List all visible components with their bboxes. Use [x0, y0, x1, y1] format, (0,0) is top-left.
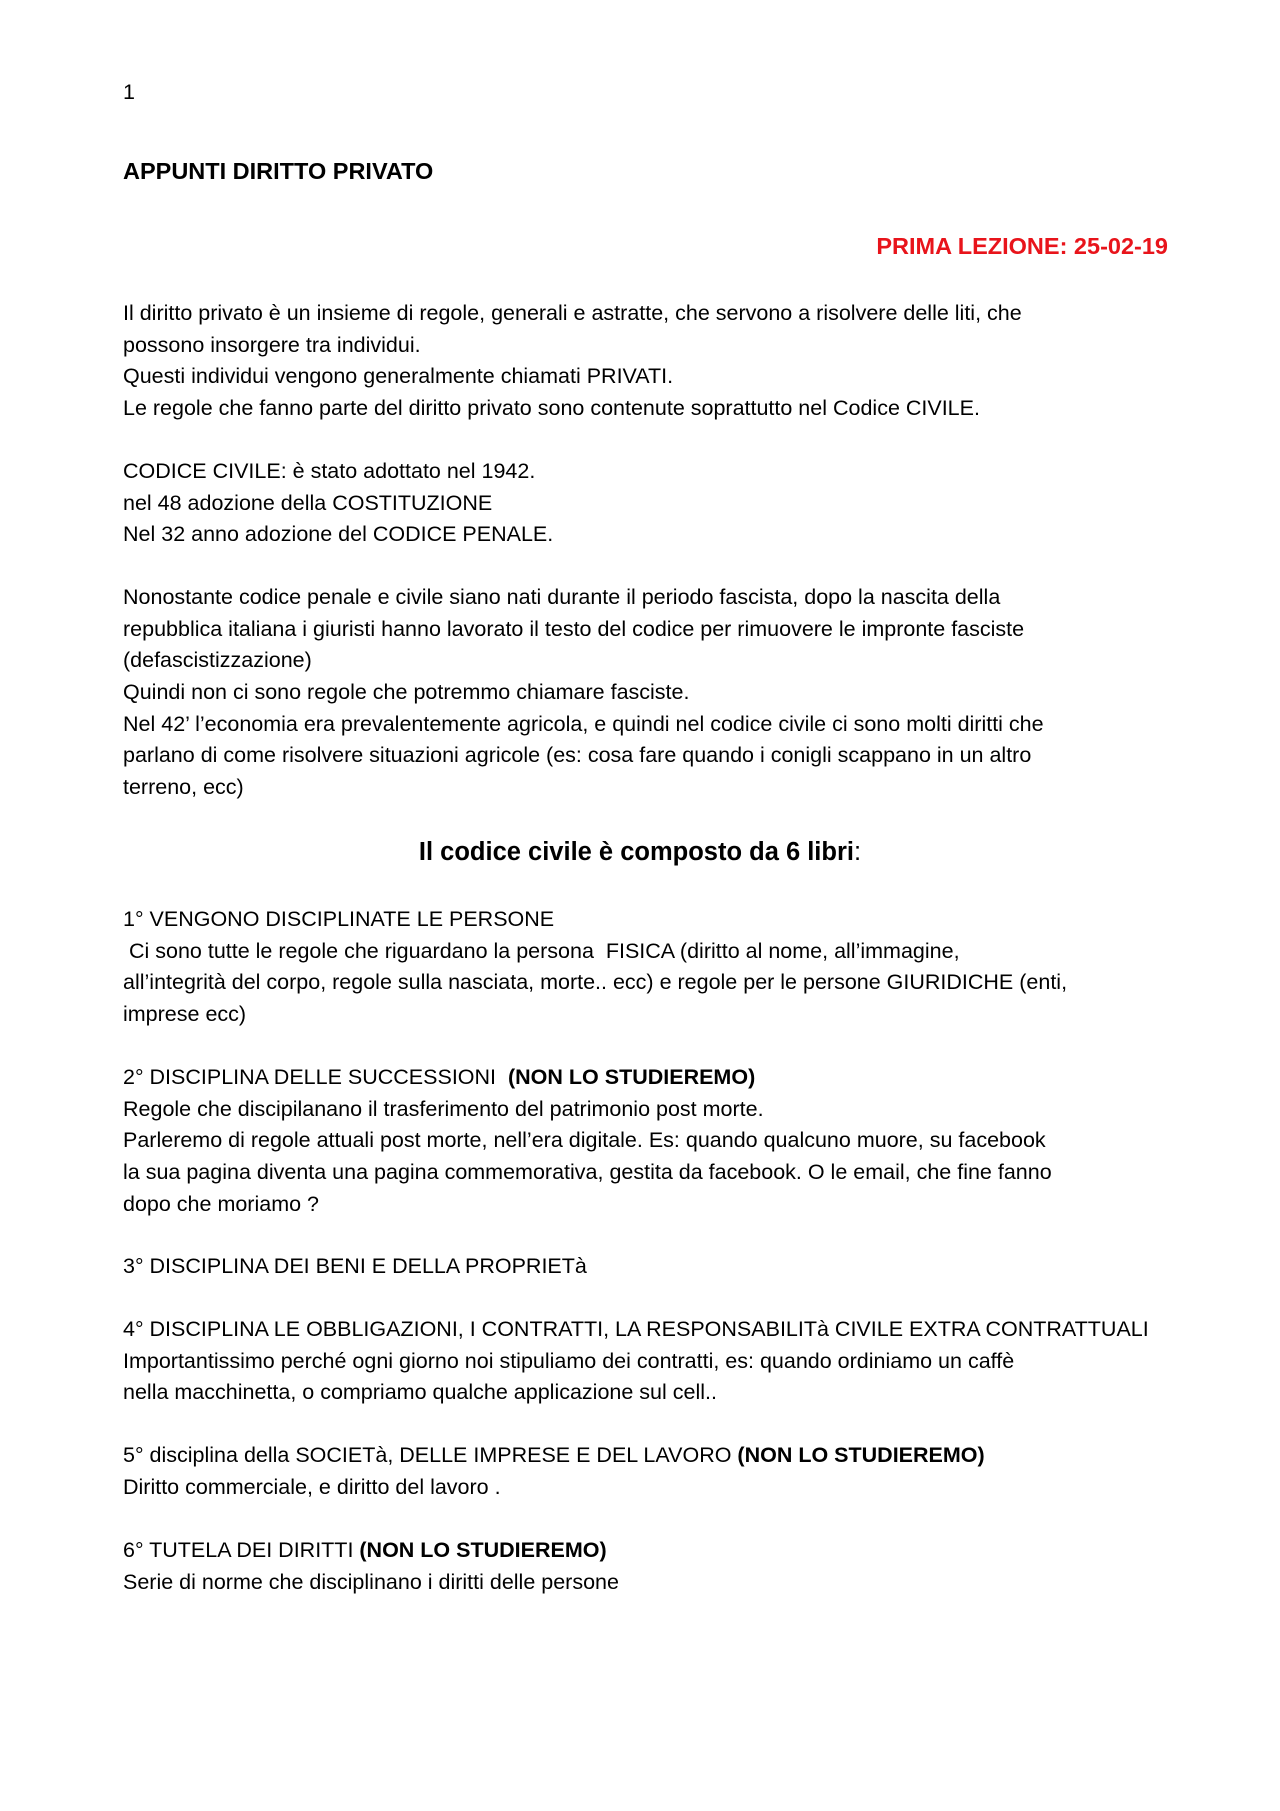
book-title: 1° VENGONO DISCIPLINATE LE PERSONE	[123, 907, 555, 931]
text-line: dopo che moriamo ?	[123, 1191, 319, 1216]
book-note: (NON LO STUDIEREMO)	[737, 1443, 985, 1467]
page-number: 1	[123, 80, 135, 104]
section-heading-text: Il codice civile è composto da 6 libri	[418, 838, 854, 866]
text-line: Il diritto privato è un insieme di regole, generali e astratte, che servono a risolvere delle liti, che	[123, 301, 1022, 325]
text-line: Questi individui vengono generalmente chiamati PRIVATI.	[123, 364, 674, 389]
text-line: Le regole che fanno parte del diritto privato sono contenute soprattutto nel Codice CIVILE.	[123, 396, 980, 421]
text-line: Quindi non ci sono regole che potremmo chiamare fasciste.	[123, 680, 690, 705]
text-line: Nonostante codice penale e civile siano nati durante il periodo fascista, dopo la nascita della	[123, 585, 1001, 609]
book-4	[123, 1314, 1168, 1409]
text-line: Serie di norme che disciplinano i diritti delle persone	[123, 1569, 619, 1594]
lesson-heading: PRIMA LEZIONE: 25-02-19	[876, 233, 1168, 259]
text-line: terreno, ecc)	[123, 775, 244, 800]
text-line: Ci sono tutte le regole che riguardano la persona FISICA (diritto al nome, all’immagine,	[123, 938, 960, 963]
book-title: 2° DISCIPLINA DELLE SUCCESSIONI (NON LO STUDIEREMO)	[123, 1065, 756, 1089]
book-title: 5° disciplina della SOCIETà, DELLE IMPRESE E DEL LAVORO (NON LO STUDIEREMO)	[123, 1443, 985, 1467]
text-line: imprese ecc)	[123, 1002, 247, 1027]
intro-paragraph	[123, 298, 1168, 425]
dates-paragraph	[123, 456, 1168, 551]
book-3	[123, 1251, 1168, 1283]
book-note: (NON LO STUDIEREMO)	[507, 1065, 756, 1089]
text-line: nel 48 adozione della COSTITUZIONE	[123, 490, 493, 515]
book-title: 4° DISCIPLINA LE OBBLIGAZIONI, I CONTRATTI, LA RESPONSABILITà CIVILE EXTRA CONTRATTUALI	[123, 1317, 1149, 1341]
text-line: (defascistizzazione)	[123, 648, 312, 673]
book-5	[123, 1440, 1168, 1503]
book-title: 6° TUTELA DEI DIRITTI (NON LO STUDIEREMO)	[123, 1538, 607, 1562]
text-line: CODICE CIVILE: è stato adottato nel 1942.	[123, 459, 536, 483]
book-2	[123, 1062, 1168, 1220]
text-line: possono insorgere tra individui.	[123, 332, 421, 357]
text-line: repubblica italiana i giuristi hanno lavorato il testo del codice per rimuovere le impronte fasciste	[123, 616, 1025, 641]
book-note: (NON LO STUDIEREMO)	[359, 1538, 607, 1562]
text-line: parlano di come risolvere situazioni agricole (es: cosa fare quando i conigli scappano in un altro	[123, 743, 1032, 768]
book-6	[123, 1535, 1168, 1598]
text-line: Nel 42’ l’economia era prevalentemente agricola, e quindi nel codice civile ci sono molti diritti che	[123, 711, 1044, 736]
text-line: Parleremo di regole attuali post morte, nell’era digitale. Es: quando qualcuno muore, su facebook	[123, 1128, 1046, 1153]
text-line: Regole che discipilanano il trasferimento del patrimonio post morte.	[123, 1096, 764, 1121]
book-title: 3° DISCIPLINA DEI BENI E DELLA PROPRIETà	[123, 1254, 587, 1278]
section-heading-colon: :	[853, 838, 862, 866]
text-line: Nel 32 anno adozione del CODICE PENALE.	[123, 522, 554, 547]
section-heading	[0, 838, 1280, 867]
history-paragraph	[123, 582, 1168, 804]
book-1	[123, 904, 1168, 1031]
text-line: nella macchinetta, o compriamo qualche applicazione sul cell..	[123, 1380, 717, 1405]
text-line: all’integrità del corpo, regole sulla nasciata, morte.. ecc) e regole per le persone GIURIDICHE (enti,	[123, 970, 1068, 995]
text-line: la sua pagina diventa una pagina commemorativa, gestita da facebook. O le email, che fine fanno	[123, 1160, 1052, 1185]
text-line: Importantissimo perché ogni giorno noi stipuliamo dei contratti, es: quando ordiniamo un caffè	[123, 1348, 1015, 1373]
document-title: APPUNTI DIRITTO PRIVATO	[123, 158, 434, 184]
text-line: Diritto commerciale, e diritto del lavoro .	[123, 1474, 501, 1499]
